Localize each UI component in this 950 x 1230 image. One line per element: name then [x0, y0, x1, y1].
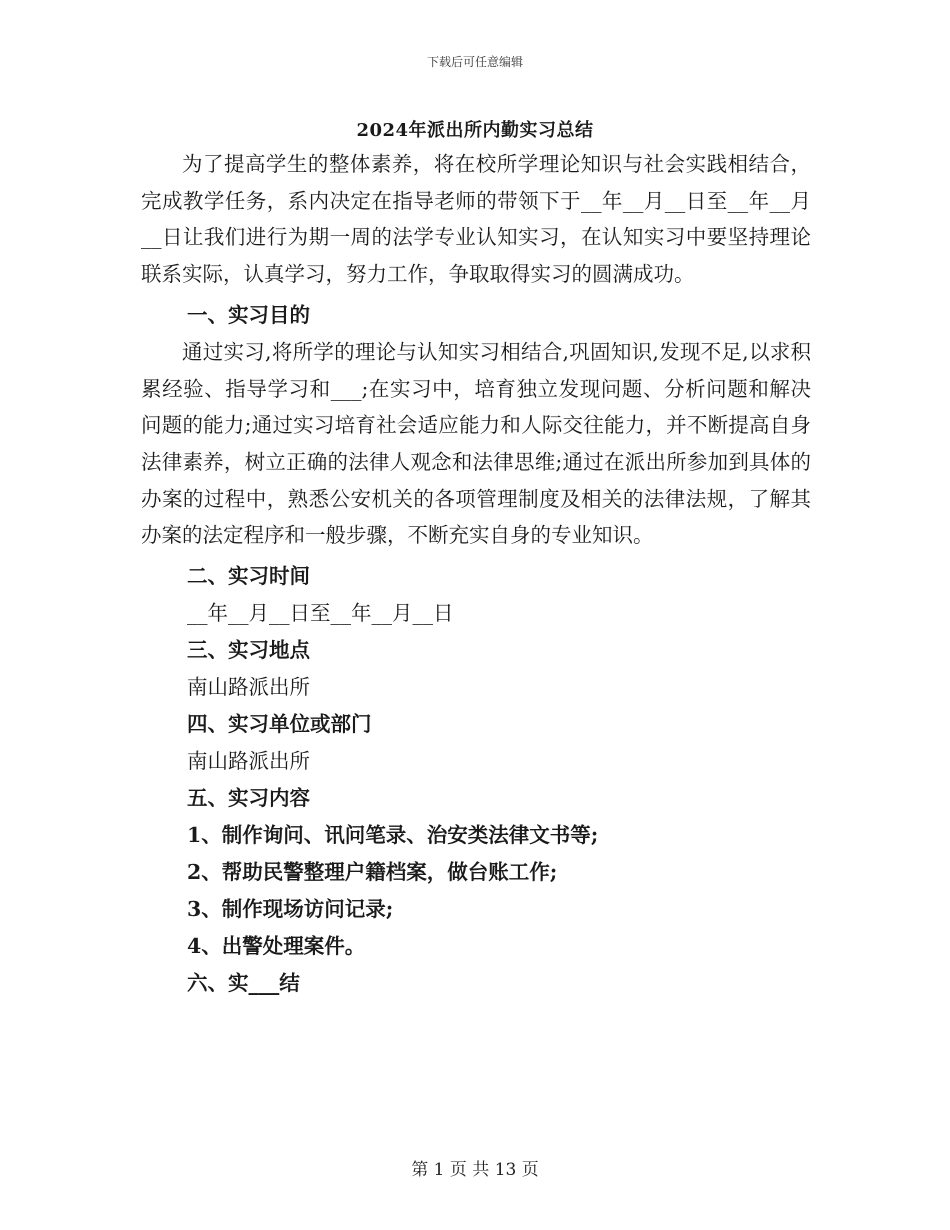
- document-body: [141, 146, 811, 1002]
- content-item: 4、出警处理案件。: [187, 934, 366, 959]
- page-footer: 第 1 页 共 13 页: [411, 1160, 539, 1180]
- section-heading-purpose: 一、实习目的: [187, 302, 310, 327]
- content-item: 1、制作询问、讯问笔录、治安类法律文书等;: [187, 823, 599, 848]
- place-text: 南山路派出所: [187, 675, 310, 700]
- document-title: 2024年派出所内勤实习总结: [356, 120, 594, 141]
- header-note: 下载后可任意编辑: [426, 55, 523, 69]
- purpose-paragraph: 通过实习,将所学的理论与认知实习相结合,巩固知识,发现不足,以求积累经验、指导学习和___;在实习中，培育独立发现问题、分析问题和解决问题的能力;通过实习培育社会适应能力和人际交往能力，并不断提高自身法律素养，树立正确的法律人观念和法律思维;通过在派出所参加到具体的办案的过程中，熟悉公安机关的各项管理制度及相关的法律法规，了解其办案的法定程序和一般步骤，不断充实自身的专业知识。: [141, 339, 811, 548]
- section-heading-summary: 六、实___结: [187, 971, 300, 996]
- unit-text: 南山路派出所: [187, 749, 310, 774]
- intro-paragraph: 为了提高学生的整体素养，将在校所学理论知识与社会实践相结合，完成教学任务，系内决定在指导老师的带领下于__年__月__日至__年__月__日让我们进行为期一周的法学专业认知实习，在认知实习中要坚持理论联系实际，认真学习，努力工作，争取取得实习的圆满成功。: [141, 152, 811, 287]
- section-heading-place: 三、实习地点: [187, 638, 310, 663]
- section-heading-time: 二、实习时间: [187, 564, 310, 589]
- section-heading-content: 五、实习内容: [187, 786, 310, 811]
- content-item: 3、制作现场访问记录;: [187, 897, 394, 922]
- time-text: __年__月__日至__年__月__日: [187, 601, 454, 626]
- section-heading-unit: 四、实习单位或部门: [187, 712, 372, 737]
- content-item: 2、帮助民警整理户籍档案，做台账工作;: [187, 860, 558, 885]
